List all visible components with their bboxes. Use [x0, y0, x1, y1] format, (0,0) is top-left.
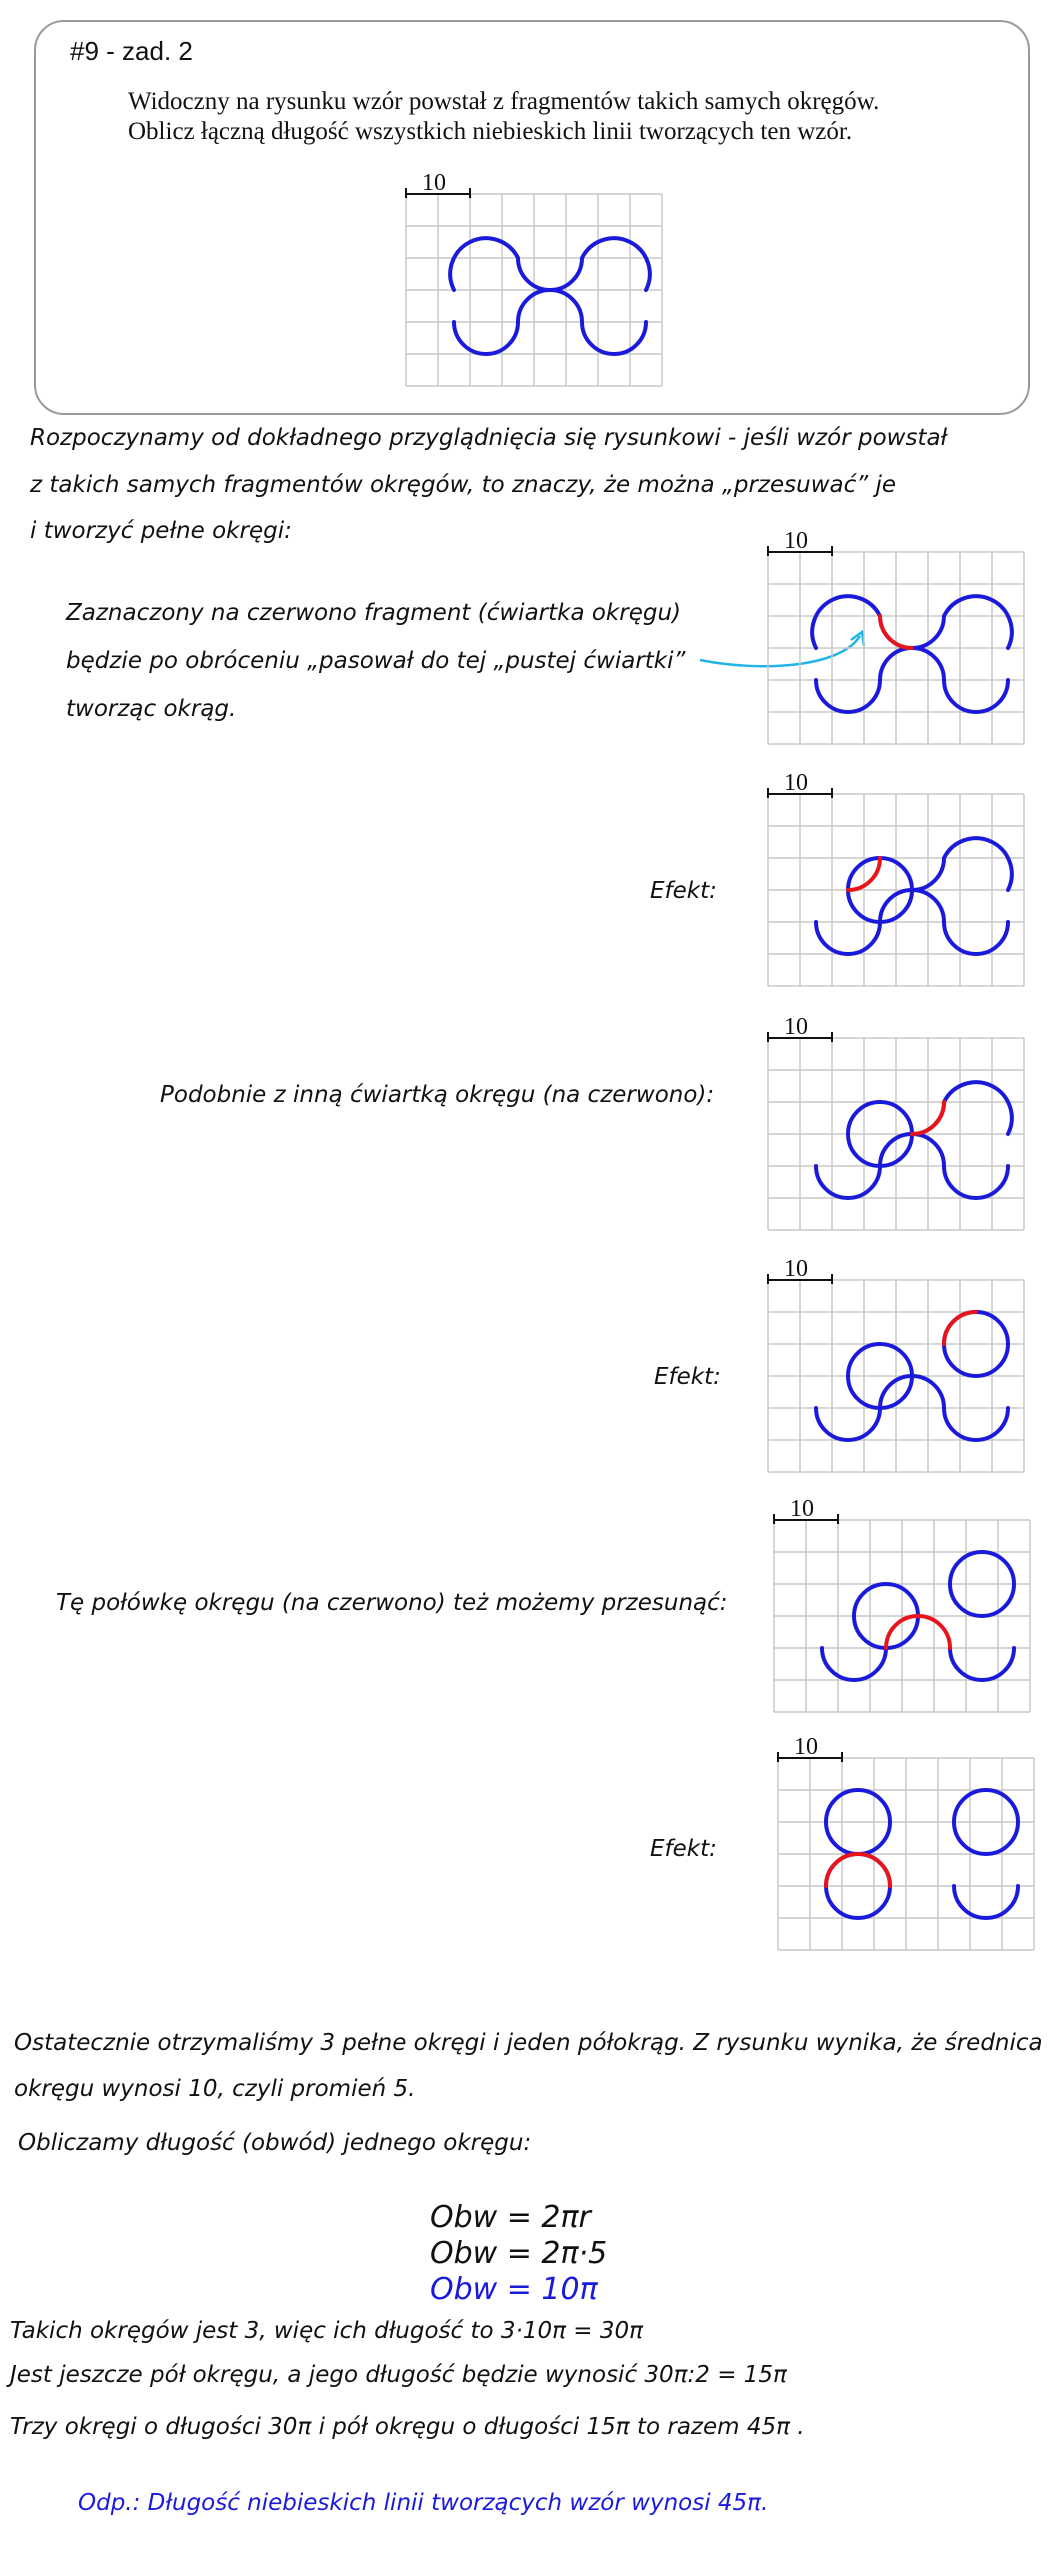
grid: [768, 1038, 1024, 1230]
note-1-line-3: tworząc okrąg.: [66, 696, 237, 722]
figure-effect-2: [768, 1256, 1028, 1476]
grid: [768, 794, 1024, 986]
figure-step-2: [768, 1014, 1028, 1234]
result-line-3: Trzy okręgi o długości 30π i pół okręgu o długości 15π to razem 45π .: [10, 2414, 805, 2440]
figure-effect-3: [778, 1734, 1038, 1954]
figure-step-1: [768, 528, 1028, 748]
result-line-2: Jest jeszcze pół okręgu, a jego długość będzie wynosić 30π:2 = 15π: [10, 2362, 787, 2388]
scale-label: 10: [422, 170, 446, 196]
figure-step-3: [774, 1496, 1034, 1716]
note-2: Podobnie z inną ćwiartką okręgu (na czerwono):: [160, 1082, 715, 1108]
blue-arc: [812, 596, 912, 648]
conclusion-line-1: Ostatecznie otrzymaliśmy 3 pełne okręgi i jeden półokrąg. Z rysunku wynika, że średnica: [14, 2030, 1043, 2056]
intro-line-2: z takich samych fragmentów okręgów, to znaczy, że można „przesuwać” je: [30, 472, 897, 498]
scale-label: 10: [784, 1256, 808, 1282]
conclusion-line-2: okręgu wynosi 10, czyli promień 5.: [14, 2076, 416, 2102]
scale-label: 10: [784, 1014, 808, 1040]
scale-label: 10: [784, 770, 808, 796]
note-1-line-2: będzie po obróceniu „pasował do tej „pustej ćwiartki”: [66, 648, 686, 674]
answer: Odp.: Długość niebieskich linii tworzących wzór wynosi 45π.: [78, 2490, 769, 2516]
effect-label-3: Efekt:: [650, 1836, 717, 1862]
figure-effect-1: [768, 770, 1028, 990]
blue-arc: [822, 1648, 886, 1680]
intro-line-1: Rozpoczynamy od dokładnego przyglądnięcia się rysunkowi - jeśli wzór powstał: [30, 425, 948, 451]
task-title: #9 - zad. 2: [70, 36, 193, 66]
intro-line-3: i tworzyć pełne okręgi:: [30, 518, 292, 544]
blue-arc: [950, 1648, 1014, 1680]
note-1-line-1: Zaznaczony na czerwono fragment (ćwiartka okręgu): [66, 600, 682, 626]
blue-arc: [912, 596, 1012, 648]
grid: [768, 552, 1024, 744]
scale-label: 10: [790, 1496, 814, 1522]
formula-2: Obw = 2π·5: [430, 2236, 608, 2271]
task-text-line-1: Widoczny na rysunku wzór powstał z fragmentów takich samych okręgów.: [128, 88, 880, 115]
task-text-line-2: Oblicz łączną długość wszystkich niebieskich linii tworzących ten wzór.: [128, 118, 853, 145]
formula-1: Obw = 2πr: [430, 2200, 591, 2235]
blue-arc: [954, 1886, 1018, 1918]
note-3: Tę połówkę okręgu (na czerwono) też możemy przesunąć:: [56, 1590, 728, 1616]
scale-label: 10: [784, 528, 808, 554]
blue-arc: [912, 1082, 1012, 1134]
blue-arc: [912, 838, 1012, 890]
calc-intro: Obliczamy długość (obwód) jednego okręgu:: [18, 2130, 532, 2156]
effect-label-2: Efekt:: [654, 1364, 721, 1390]
effect-label-1: Efekt:: [650, 878, 717, 904]
scale-label: 10: [794, 1734, 818, 1760]
red-arc: [826, 1854, 890, 1886]
result-line-1: Takich okręgów jest 3, więc ich długość to 3·10π = 30π: [10, 2318, 643, 2344]
formula-3: Obw = 10π: [430, 2272, 598, 2307]
